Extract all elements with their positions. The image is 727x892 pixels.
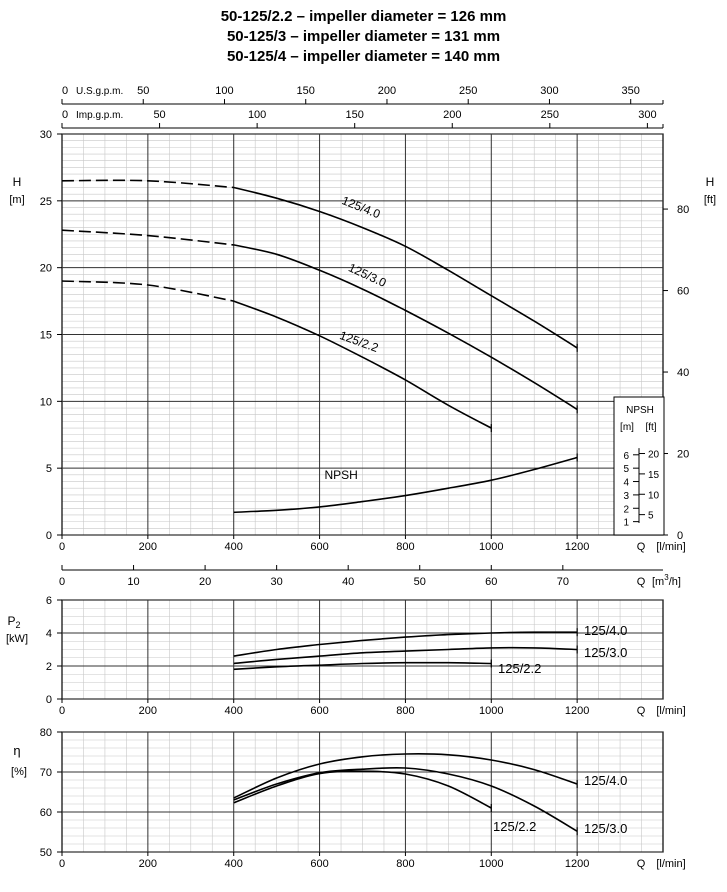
npsh-inset-m-label: 5 (623, 464, 629, 476)
head-yright-tick-label: 60 (677, 285, 690, 298)
eff-series-label: 125/4.0 (584, 773, 628, 788)
power-y-label-main: P (7, 614, 16, 628)
head-yright-tick-label: 20 (677, 448, 690, 461)
power-x-tick-label: 1200 (564, 705, 590, 717)
head-y-tick-label: 25 (39, 195, 52, 208)
gpm-tick-label-0: 200 (377, 85, 397, 97)
head-series-label: 125/4.0 (339, 193, 383, 222)
gpm-tick-label-0: 350 (621, 85, 640, 97)
gpm-tick-label-1: 200 (443, 109, 462, 121)
head-y-tick-label: 15 (39, 329, 52, 342)
m3h-tick-label: 10 (127, 576, 140, 588)
head-y-label: H (12, 175, 22, 189)
npsh-inset-ft-label: 20 (648, 449, 660, 461)
gpm-tick-label-1: 0 (62, 109, 69, 121)
head-yright-label: H (705, 175, 715, 189)
gpm-tick-label-1: 50 (153, 109, 166, 121)
head-x-tick-label: 1200 (564, 541, 590, 553)
m3h-x-unit (652, 573, 681, 588)
head-x-tick-label: 200 (138, 541, 158, 553)
head-series-label: 125/3.0 (346, 260, 389, 290)
head-series-label: 125/2.2 (337, 328, 381, 356)
eff-x-tick-label: 1200 (564, 858, 590, 870)
head-yright-tick-label: 0 (677, 530, 684, 542)
power-y-unit: [kW] (6, 633, 28, 645)
title-line-3: 50-125/4 – impeller diameter = 140 mm (226, 48, 501, 65)
gpm-tick-label-0: 150 (296, 85, 315, 97)
power-y-label-sub: 2 (15, 620, 21, 630)
head-yright-tick-label: 40 (677, 367, 690, 380)
gpm-tick-label-1: 100 (247, 109, 267, 121)
head-x-tick-label: 800 (396, 541, 415, 553)
title-line-2: 50-125/3 – impeller diameter = 131 mm (226, 28, 501, 45)
eff-x-tick-label: 0 (58, 858, 66, 870)
npsh-inset-ft-label: 10 (648, 490, 660, 502)
m3h-unit-sup: 3 (664, 573, 669, 582)
power-x-tick-label: 200 (138, 705, 158, 717)
eff-x-tick-label: 600 (310, 858, 329, 870)
eff-x-label: Q (636, 858, 646, 870)
eff-series-label: 125/3.0 (584, 821, 628, 836)
m3h-tick-label: 50 (413, 576, 426, 588)
head-y-tick-label: 20 (39, 262, 52, 275)
eff-x-tick-label: 400 (224, 858, 243, 870)
npsh-inset-unit-ft: [ft] (645, 422, 657, 433)
head-y-tick-label: 30 (39, 129, 52, 141)
power-x-unit: [l/min] (656, 705, 686, 717)
power-y-tick-label: 6 (45, 595, 52, 607)
m3h-unit-prefix: [m (652, 576, 665, 588)
head-x-unit: [l/min] (656, 541, 686, 553)
m3h-tick-label: 40 (342, 576, 355, 588)
head-x-tick-label: 0 (58, 541, 66, 553)
head-y-tick-label: 10 (39, 396, 52, 409)
power-y-tick-label: 0 (45, 694, 52, 706)
power-series-label: 125/4.0 (584, 623, 628, 638)
eff-y-unit: [%] (11, 766, 27, 778)
head-yright-tick-label: 80 (677, 204, 690, 217)
head-y-tick-label: 0 (45, 530, 52, 542)
head-x-tick-label: 1000 (479, 541, 504, 553)
head-x-label: Q (636, 541, 646, 553)
gpm-tick-label-1: 150 (345, 109, 364, 121)
gpm-axis-label-0: U.S.g.p.m. (76, 86, 124, 97)
gpm-tick-label-0: 300 (540, 85, 559, 97)
eff-y-tick-label: 70 (39, 767, 52, 779)
gpm-tick-label-0: 100 (215, 85, 234, 97)
gpm-axis-label-1: Imp.g.p.m. (76, 110, 124, 121)
eff-y-label: η (13, 743, 21, 758)
eff-y-tick-label: 50 (39, 847, 52, 859)
gpm-tick-label-1: 250 (540, 109, 560, 121)
npsh-inset-unit-m: [m] (620, 422, 634, 433)
power-x-tick-label: 400 (224, 705, 243, 717)
head-yright-unit: [ft] (703, 194, 717, 206)
npsh-inset-m-label: 6 (623, 450, 629, 462)
power-y-label (7, 614, 20, 630)
power-y-tick-label: 4 (45, 628, 52, 640)
gpm-tick-label-0: 50 (137, 85, 150, 97)
power-x-tick-label: 800 (396, 705, 415, 717)
m3h-tick-label: 30 (270, 576, 283, 588)
eff-series-label: 125/2.2 (493, 819, 537, 834)
head-x-tick-label: 400 (224, 541, 243, 553)
npsh-inset-m-label: 4 (623, 477, 629, 489)
npsh-inset-m-label: 3 (623, 490, 629, 502)
head-y-unit: [m] (9, 194, 25, 206)
gpm-tick-label-0: 250 (459, 85, 478, 97)
power-x-tick-label: 600 (310, 705, 329, 717)
eff-x-tick-label: 800 (396, 858, 415, 870)
npsh-inset-ft-label: 5 (648, 510, 654, 522)
npsh-inset-m-label: 2 (623, 504, 629, 516)
npsh-inset-m-label: 1 (623, 517, 629, 529)
eff-x-tick-label: 1000 (479, 858, 504, 870)
head-series-label: NPSH (324, 467, 358, 482)
power-series-label: 125/3.0 (584, 645, 628, 660)
eff-x-unit: [l/min] (656, 858, 686, 870)
m3h-tick-label: 70 (556, 576, 569, 588)
power-x-tick-label: 0 (58, 705, 66, 717)
eff-y-tick-label: 80 (39, 727, 52, 739)
npsh-inset-ft-label: 15 (648, 469, 660, 481)
gpm-tick-label-1: 300 (638, 109, 657, 121)
power-x-label: Q (636, 705, 646, 717)
m3h-tick-label: 0 (58, 576, 66, 588)
power-series-label: 125/2.2 (498, 661, 542, 676)
m3h-tick-label: 60 (485, 576, 498, 588)
eff-y-tick-label: 60 (39, 807, 52, 819)
power-y-tick-label: 2 (45, 661, 52, 673)
m3h-unit-suffix: /h] (668, 576, 681, 588)
eff-x-tick-label: 200 (138, 858, 158, 870)
npsh-inset-title: NPSH (626, 405, 654, 416)
head-y-tick-label: 5 (45, 463, 52, 476)
power-x-tick-label: 1000 (479, 705, 504, 717)
gpm-tick-label-0: 0 (62, 85, 69, 97)
m3h-x-label: Q (636, 576, 646, 588)
title-line-1: 50-125/2.2 – impeller diameter = 126 mm (220, 8, 507, 25)
m3h-tick-label: 20 (198, 576, 212, 588)
head-x-tick-label: 600 (310, 541, 329, 553)
